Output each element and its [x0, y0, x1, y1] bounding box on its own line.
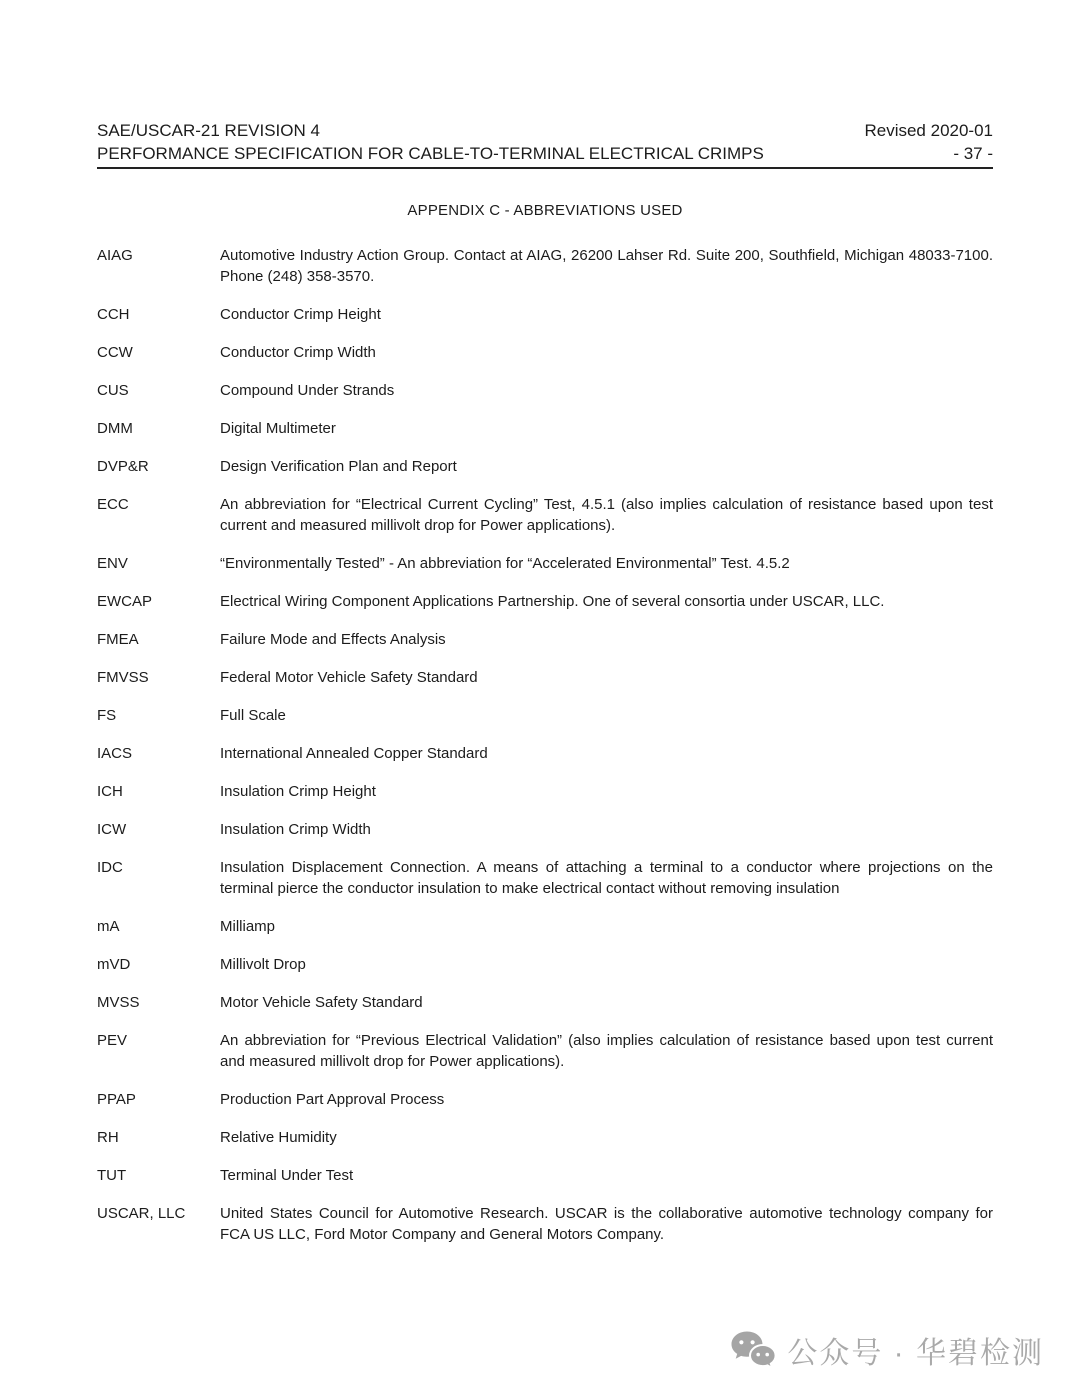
abbreviation-term: mA [97, 918, 120, 935]
doc-id: SAE/USCAR-21 REVISION 4 [97, 121, 320, 140]
abbreviation-term: ICW [97, 821, 127, 838]
abbreviation-term: PPAP [97, 1091, 136, 1108]
document-page [97, 119, 993, 1262]
abbreviation-term: mVD [97, 956, 131, 973]
abbreviation-row [97, 494, 993, 536]
abbreviation-row [97, 857, 993, 899]
abbreviation-row [97, 819, 993, 840]
header-top-row [97, 119, 993, 142]
abbreviation-definition: Production Part Approval Process [220, 1091, 445, 1108]
abbreviation-definition: Conductor Crimp Width [220, 344, 376, 361]
abbreviation-definition: An abbreviation for “Electrical Current Cycling” Test, 4.5.1 (also implies calculation of resistance based upon test current and measured millivolt drop for Power applications). [220, 496, 993, 534]
abbreviation-term: AIAG [97, 247, 133, 264]
abbreviation-term: ENV [97, 555, 128, 572]
abbreviation-row [97, 916, 993, 937]
abbreviation-definition: Millivolt Drop [220, 956, 306, 973]
page-header [97, 119, 993, 169]
abbreviation-definition: An abbreviation for “Previous Electrical Validation” (also implies calculation of resistance based upon test current and measured millivolt drop for Power applications). [220, 1032, 993, 1070]
abbreviation-term: DMM [97, 420, 133, 437]
abbreviation-term: PEV [97, 1032, 128, 1049]
abbreviation-row [97, 591, 993, 612]
page-number: - 37 - [953, 144, 993, 163]
abbreviation-definition: Insulation Crimp Height [220, 783, 376, 800]
header-title-row [97, 142, 993, 169]
abbreviation-definition: United States Council for Automotive Research. USCAR is the collaborative automotive technology company for FCA US LLC, Ford Motor Company and General Motors Company. [220, 1205, 993, 1243]
abbreviation-row [97, 667, 993, 688]
revision-date: Revised 2020-01 [864, 121, 993, 140]
abbreviation-definition: Motor Vehicle Safety Standard [220, 994, 423, 1011]
abbreviation-definition: Electrical Wiring Component Applications Partnership. One of several consortia under USCAR, LLC. [220, 593, 885, 610]
abbreviation-row [97, 245, 993, 287]
abbreviation-row [97, 1127, 993, 1148]
abbreviation-row [97, 705, 993, 726]
abbreviation-definition: Terminal Under Test [220, 1167, 354, 1184]
abbreviation-definition: Milliamp [220, 918, 276, 935]
abbreviation-row [97, 629, 993, 650]
abbreviation-definition: Relative Humidity [220, 1129, 337, 1146]
abbreviation-term: USCAR, LLC [97, 1205, 186, 1222]
abbreviation-term: IACS [97, 745, 133, 762]
abbreviation-row [97, 992, 993, 1013]
abbreviation-definition: Failure Mode and Effects Analysis [220, 631, 446, 648]
abbreviation-list [97, 245, 993, 1245]
watermark-text: 公众号 · 华碧检测 [787, 1337, 1044, 1370]
abbreviation-row [97, 743, 993, 764]
watermark [730, 1328, 1044, 1372]
abbreviation-definition: Digital Multimeter [220, 420, 336, 437]
appendix-title: APPENDIX C - ABBREVIATIONS USED [407, 202, 683, 219]
abbreviation-term: DVP&R [97, 458, 149, 475]
abbreviation-definition: Insulation Displacement Connection. A means of attaching a terminal to a conductor where projections on the terminal pierce the conductor insulation to make electrical contact without removing insulation [220, 859, 993, 897]
abbreviation-definition: International Annealed Copper Standard [220, 745, 488, 762]
abbreviation-term: CCW [97, 344, 133, 361]
wechat-icon [730, 1330, 776, 1370]
abbreviation-row [97, 342, 993, 363]
abbreviation-definition: Design Verification Plan and Report [220, 458, 457, 475]
abbreviation-term: FMEA [97, 631, 139, 648]
abbreviation-term: FMVSS [97, 669, 149, 686]
abbreviation-definition: Automotive Industry Action Group. Contact at AIAG, 26200 Lahser Rd. Suite 200, Southfield, Michigan 48033-7100. Phone (248) 358-3570. [220, 247, 993, 285]
abbreviation-definition: Conductor Crimp Height [220, 306, 381, 323]
abbreviation-row [97, 553, 993, 574]
abbreviation-row [97, 1165, 993, 1186]
abbreviation-term: ECC [97, 496, 129, 513]
abbreviation-term: EWCAP [97, 593, 153, 610]
abbreviation-row [97, 1203, 993, 1245]
abbreviation-term: CUS [97, 382, 129, 399]
abbreviation-definition: “Environmentally Tested” - An abbreviation for “Accelerated Environmental” Test. 4.5.2 [220, 555, 790, 572]
abbreviation-row [97, 380, 993, 401]
abbreviation-row [97, 456, 993, 477]
abbreviation-row [97, 418, 993, 439]
abbreviation-term: IDC [97, 859, 123, 876]
abbreviation-definition: Compound Under Strands [220, 382, 395, 399]
abbreviation-definition: Full Scale [220, 707, 286, 724]
abbreviation-term: ICH [97, 783, 123, 800]
abbreviation-row [97, 954, 993, 975]
abbreviation-row [97, 781, 993, 802]
spec-title: PERFORMANCE SPECIFICATION FOR CABLE-TO-TERMINAL ELECTRICAL CRIMPS [97, 144, 764, 163]
abbreviation-term: TUT [97, 1167, 127, 1184]
abbreviation-term: CCH [97, 306, 130, 323]
abbreviation-definition: Federal Motor Vehicle Safety Standard [220, 669, 478, 686]
abbreviation-row [97, 1089, 993, 1110]
abbreviation-definition: Insulation Crimp Width [220, 821, 371, 838]
abbreviation-row [97, 1030, 993, 1072]
abbreviation-term: FS [97, 707, 117, 724]
abbreviation-row [97, 304, 993, 325]
abbreviation-term: MVSS [97, 994, 140, 1011]
abbreviation-term: RH [97, 1129, 119, 1146]
